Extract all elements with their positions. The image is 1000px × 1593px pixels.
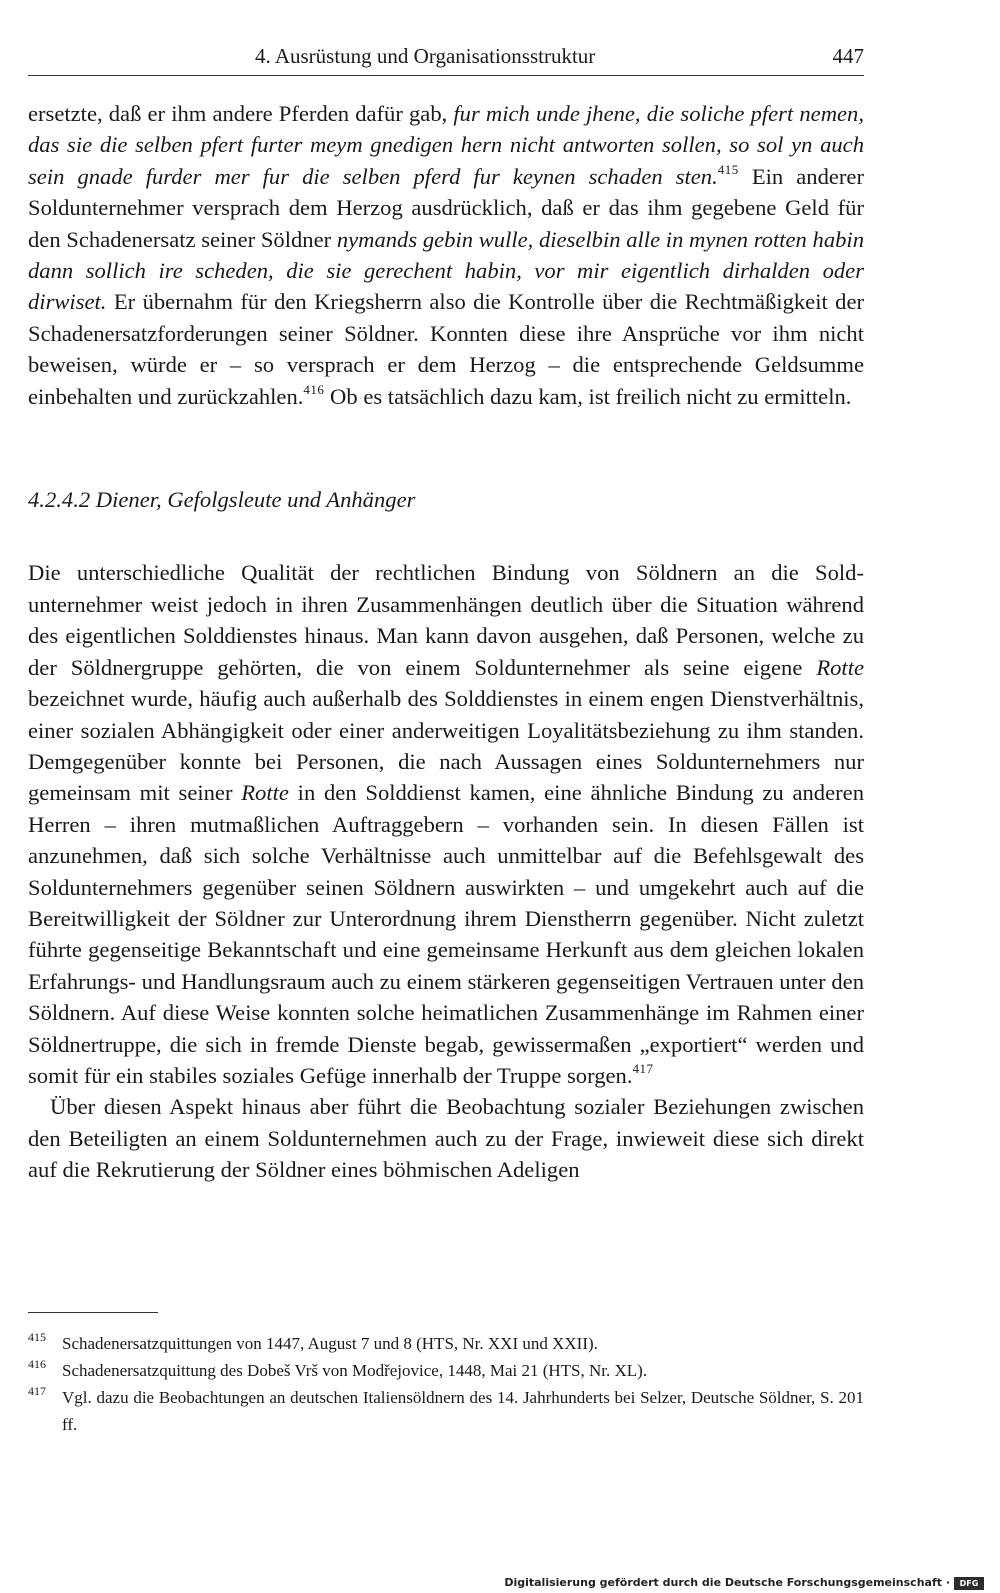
- footnote-rule: [28, 1312, 158, 1313]
- footnote-number: 415: [28, 1330, 46, 1344]
- term-rotte: Rotte: [241, 780, 289, 806]
- body-text: [28, 98, 864, 1186]
- paragraph-1: [28, 98, 864, 412]
- text-run: Ob es tatsächlich dazu kam, ist freilich nicht zu ermitteln.: [324, 383, 852, 409]
- text-run: ersetzte, daß er ihm andere Pferden dafür gab,: [28, 101, 454, 126]
- footnote-text: Schadenersatzquittung des Dobeš Vrš von Modřejovice, 1448, Mai 21 (HTS, Nr. XL).: [62, 1361, 648, 1380]
- section-heading: 4.2.4.2 Diener, Gefolgsleute und Anhänger: [28, 487, 416, 513]
- text-run: in den Solddienst kamen, eine ähnliche Bindung zu anderen Herren – ihren mutmaßlichen Auftraggebern – vorhanden sein. In diesen Fällen ist anzunehmen, daß sich solche Verhältnisse auch unmittelbar auf die Befehlsgewalt des Soldunternehmers gegenüber seinen Söldnern auswirkten – und umgekehrt auch auf die Bereitwilligkeit der Söldner zur Unterordnung ihrem Dienstherrn gegenüber. Nicht zuletzt führte gegenseitige Bekanntschaft und eine gemeinsame Herkunft aus dem gleichen lokalen Erfahrungs- und Handlungsraum auch zu einem stärkeren gegenseitigen Vertrauen unter den Söldnern. Auf diese Weise konnten solche heimatlichen Zusammenhänge im Rahmen einer Söldnertruppe, die sich in fremde Dienste begab, gewissermaßen „exportiert“ werden und somit für ein stabiles soziales Gefüge innerhalb der Truppe sorgen.: [28, 780, 864, 1088]
- footnote-ref-417: 417: [632, 1060, 654, 1076]
- header-rule: [28, 75, 864, 76]
- text-run: Er übernahm für den Kriegsherrn also die Kontrolle über die Rechtmäßigkeit der Schadenersatzforderungen seiner Söldner. Konnten diese ihre Ansprüche vor ihm nicht beweisen, würde er – so versprach er dem Herzog – die entsprechende Geldsumme einbehalten und zurückzahlen.: [28, 289, 864, 409]
- footnote-417: [28, 1384, 864, 1438]
- text-run: Die unterschiedliche Qualität der rechtlichen Bindung von Söldnern an die Soldunternehmer weist jedoch in ihren Zusammenhängen deutlich über die Situation während des eigentlichen Solddienstes hinaus. Man kann davon ausgehen, daß Personen, welche zu der Söldnergruppe gehörten, die von einem Soldunternehmer als seine eigene: [28, 560, 864, 680]
- footnote-number: 417: [28, 1384, 46, 1398]
- footnote-ref-415: 415: [717, 161, 739, 177]
- paragraph-3: Über diesen Aspekt hinaus aber führt die Beobachtung sozialer Beziehungen zwischen den Beteiligten an einem Soldunternehmen auch zu der Frage, inwieweit diese sich direkt auf die Rekrutierung der Söldner eines böhmischen Adeligen: [28, 1094, 864, 1183]
- paragraph-2: [28, 557, 864, 1091]
- footnote-text: Schadenersatzquittungen von 1447, August 7 und 8 (HTS, Nr. XXI und XXII).: [62, 1334, 598, 1353]
- chapter-title: 4. Ausrüstung und Organisationsstruktur: [255, 44, 596, 68]
- footnote-text: Vgl. dazu die Beobachtungen an deutschen Italiensöldnern des 14. Jahrhunderts bei Selzer, Deutsche Söldner, S. 201 ff.: [62, 1388, 864, 1434]
- dfg-logo: DFG: [954, 1577, 984, 1590]
- quotation: nymands gebin wulle, dieselbin alle in mynen rotten habin dann sollich ire scheden, die sie gerechent habin, vor mir eigentlich dirhalden oder dirwiset.: [28, 226, 864, 315]
- text-run: bezeichnet wurde, häufig auch außerhalb des Solddienstes in einem engen Dienstverhältnis, einer sozialen Abhängigkeit oder einer anderweitigen Loyalitätsbeziehung zu ihm standen. Demgegenüber konnte bei Personen, die nach Aussagen eines Soldunternehmers nur gemeinsam mit seiner: [28, 686, 864, 806]
- term-rotte: Rotte: [816, 654, 864, 680]
- quotation: fur mich unde jhene, die soliche pfert nemen, das sie die selben pfert furter meym gnedigen hern nicht antworten sollen, so sol yn auch sein gnade furder mer fur die selben pferd fur keynen schaden sten.: [28, 101, 864, 189]
- footnote-number: 416: [28, 1357, 46, 1371]
- text-run: Ein anderer Soldunternehmer versprach dem Herzog ausdrücklich, daß er das ihm gegebene Geld für den Schadenersatz seiner Söldner: [28, 163, 864, 252]
- footnote-ref-416: 416: [303, 381, 325, 397]
- footnote-416: [28, 1357, 864, 1384]
- footnote-415: [28, 1330, 864, 1357]
- footnotes: [28, 1330, 864, 1438]
- running-head: [28, 42, 864, 70]
- digitization-credit: Digitalisierung gefördert durch die Deutsche Forschungsgemeinschaft ·: [504, 1576, 950, 1589]
- page-number: 447: [832, 44, 864, 68]
